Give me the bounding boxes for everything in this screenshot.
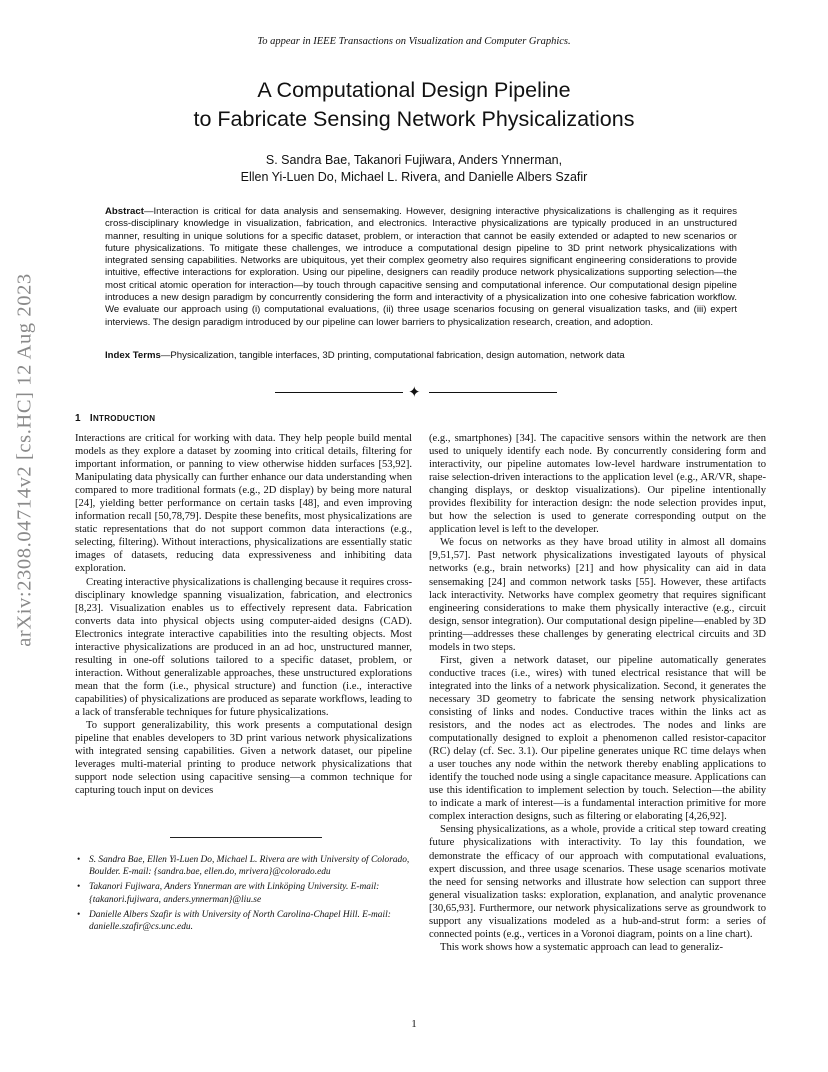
left-column <box>75 432 412 797</box>
paper-title <box>0 76 828 134</box>
footnote-affiliation: • Takanori Fujiwara, Anders Ynnerman are with Linköping University. E-mail: {takanori.fujiwara, anders.ynnerman}@liu.se <box>75 881 420 905</box>
paragraph: Interactions are critical for working with data. They help people build mental models as they explore a dataset by zooming into critical details, filtering for important information, or panning to view otherwise hidden surfaces [53,92]. Manipulating data physically can further enhance our data understanding when compared to more traditional formats (e.g., 2D display) by being more natural [24], yielding better performance on certain tasks [48], and even improving information recall [50,78,79]. Despite these benefits, most physicalizations are static representations that do not support common data interactions (e.g., selecting, filtering). Without interactions, physicalizations are essentially static images of datasets, reducing data expressiveness and inhibiting data exploration. <box>75 433 412 575</box>
page-number: 1 <box>411 1018 417 1030</box>
separator-rule-right <box>429 392 557 393</box>
authors-line-2: Ellen Yi-Luen Do, Michael L. Rivera, and Danielle Albers Szafir <box>240 170 588 184</box>
footnote-rule <box>170 837 322 838</box>
index-terms-label: Index Terms <box>105 350 161 361</box>
paragraph: First, given a network dataset, our pipeline automatically generates conductive traces (i.e., wires) with tuned electrical resistance that will be integrated into the links of a network physicalization. Second, it generates the necessary 3D geometry to fabricate the sensing network physicalization consisting of links and nodes. Conductive traces within the links act as resistors, and the nodes act as electrodes. The nodes and links are computationally designed to exploit a phenomenon called resistor-capacitor (RC) delay (cf. Sec. 3.1). Our pipeline generates unique RC time delays when a user touches any node within the network thereby enabling applications to identify the touched node using a single capacitance measure. Applications can use this identification to implement selection by touch. Selection—the ability to indicate a mark of interest—is a fundamental interaction primitive for more complex interaction designs, such as filtering or elaborating [4,26,92]. <box>429 654 766 823</box>
abstract-text: —Interaction is critical for data analysis and sensemaking. However, designing interactive physicalizations is challenging as it requires cross-disciplinary knowledge in visualization, fabrication, and electronics. Interactive physicalizations are typically produced in an unstructured manner, resulting in unique solutions for a specific dataset, problem, or interaction that cannot be easily extended or adapted to new scenarios or future physicalizations. To mitigate these challenges, we introduce a computational design pipeline to 3D print network physicalizations with integrated sensing capabilities. Networks are ubiquitous, yet their complex geometry also requires significant engineering considerations to provide intuitive, effective interactions for exploration. Using our pipeline, designers can readily produce network physicalizations supporting selection—the most critical atomic operation for interaction—by touch through capacitive sensing and computational inference. Our computational design pipeline introduces a new design paradigm by concurrently considering the form and interactivity of a physicalization into one cohesive fabrication workflow. We evaluate our approach using (i) computational evaluations, (ii) three usage scenarios focusing on general visualization tasks, and (iii) expert interviews. The design paradigm introduced by our pipeline can lower barriers to physicalization research, creation, and adoption. <box>105 206 737 328</box>
title-line-1: A Computational Design Pipeline <box>257 78 571 102</box>
footnote-affiliation: • S. Sandra Bae, Ellen Yi-Luen Do, Michael L. Rivera are with University of Colorado, Boulder. E-mail: {sandra.bae, ellen.do, mrivera}@colorado.edu <box>75 854 420 878</box>
section-title-rest: NTRODUCTION <box>92 414 156 423</box>
section-separator <box>275 383 557 401</box>
separator-diamond-icon: ✦ <box>408 383 421 401</box>
paragraph: Sensing physicalizations, as a whole, provide a critical step toward creating future physicalizations with interactivity. To lay this foundation, we demonstrate the efficacy of our approach with computational evaluations, expert discussion, and three usage scenarios. These usage scenarios motivate the need for sensing networks and illustrate how selection can support three general visualization tasks: exploration, explanation, and analytic provenance [30,65,93]. Furthermore, our network physicalizations serve as groundwork to support any visualizations modeled as a hub-and-strut form: a series of connected points (e.g., vertices in a Voronoi diagram, points on a line chart). <box>429 824 766 940</box>
arxiv-id: arXiv:2308.04714v2 [cs.HC] 12 Aug 2023 <box>13 273 36 647</box>
section-number: 1 <box>75 413 81 424</box>
journal-header: To appear in IEEE Transactions on Visualization and Computer Graphics. <box>257 36 571 47</box>
abstract <box>105 206 737 329</box>
footnotes <box>75 854 420 936</box>
index-terms <box>105 350 737 362</box>
right-column <box>429 432 766 954</box>
paragraph: (e.g., smartphones) [34]. The capacitive sensors within the network are then used to uniquely identify each node. By concurrently considering form and interactivity, our pipeline automates low-level hardware instrumentation to raise selection-driven interactions to the application level (e.g., AR/VR, shape-changing displays, or desktop visualizations). Our pipeline intentionally provides flexibility for interaction design: the node selection provides input, but how the selection is used to generate corresponding output on the application level is left to the developer. <box>429 433 766 536</box>
author-list <box>0 152 828 186</box>
paragraph: This work shows how a systematic approach can lead to generaliz- <box>440 941 723 953</box>
footnote-affiliation: • Danielle Albers Szafir is with University of North Carolina-Chapel Hill. E-mail: danielle.szafir@cs.unc.edu. <box>75 909 420 933</box>
paragraph: To support generalizability, this work presents a computational design pipeline that enables developers to 3D print various network physicalizations with integrated sensing capabilities. Given a network dataset, our pipeline leverages multi-material printing to produce network physicalizations that support node selection using capacitive sensing—a common technique for capturing touch input on devices <box>75 720 412 797</box>
paragraph: We focus on networks as they have broad utility in almost all domains [9,51,57]. Past network physicalizations investigated layouts of physical networks (e.g., brain networks) [21] and how physicality can aid in data sensemaking [24] and common network tasks [55]. However, these artifacts lack interactivity. Networks have complex geometry that requires significant engineering considerations to make them physically interactive (e.g., circuit design, sensor integration). Our computational design pipeline—enabled by 3D printing—addresses these challenges by generating electrical circuits and 3D models in two steps. <box>429 537 766 653</box>
section-title-initial: I <box>89 413 93 424</box>
separator-rule-left <box>275 392 403 393</box>
section-heading <box>75 413 155 424</box>
authors-line-1: S. Sandra Bae, Takanori Fujiwara, Anders Ynnerman, <box>265 153 563 167</box>
title-line-2: to Fabricate Sensing Network Physicalizations <box>193 107 635 131</box>
abstract-label: Abstract <box>105 206 144 217</box>
paragraph: Creating interactive physicalizations is challenging because it requires cross-disciplinary knowledge spanning visualization, fabrication, and electronics [8,23]. Visualization enables us to effectively represent data. Fabrication converts data into physical objects using computer-aided designs (CAD). Electronics integrate interactive capabilities into the resulting objects. Most interactive physicalizations are produced in an ad hoc, unstructured manner, resulting in one-off solutions tailored to a specific dataset, problem, or interaction. Without generalizable approaches, these unstructured explorations mean that the form (i.e., physical structure) and function (i.e., interactive capabilities) of physicalizations are produced as separate workflows, leading to a lack of transferable techniques for future physicalizations. <box>75 576 412 718</box>
index-terms-text: —Physicalization, tangible interfaces, 3D printing, computational fabrication, design automation, network data <box>160 350 625 361</box>
